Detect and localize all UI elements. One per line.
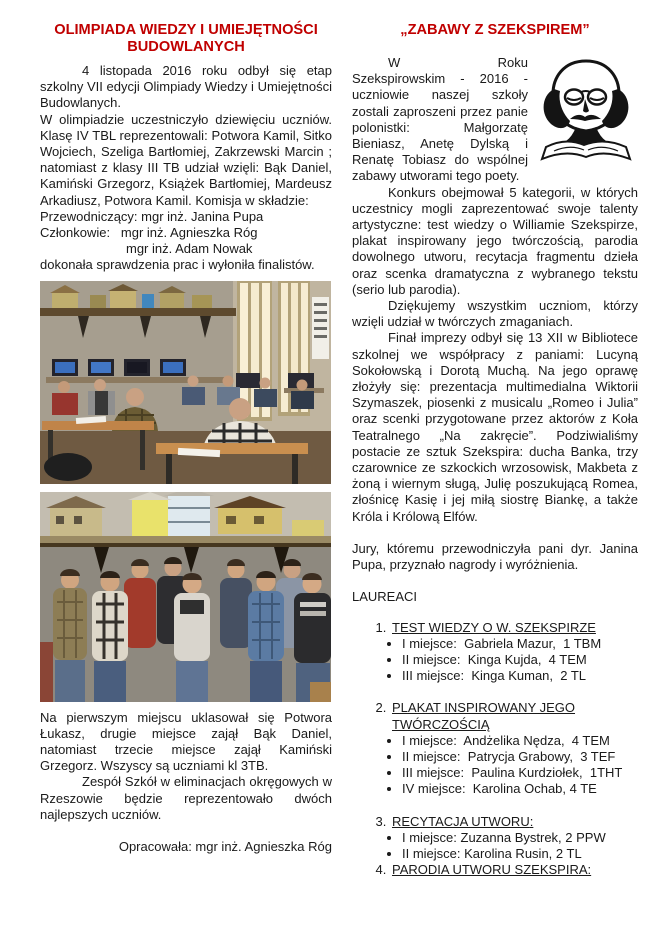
winner-item: • II miejsce: Patrycja Grabowy, 3 TEF bbox=[402, 749, 638, 765]
winner-item: • IV miejsce: Karolina Ochab, 4 TE bbox=[402, 781, 638, 797]
shakespeare-graphic bbox=[534, 55, 638, 169]
szekspir-paragraph-1: W Roku Szekspirowskim - 2016 - uczniowie naszej szkoły zostali zaproszeni przez panie polonistki: Małgorzatę Bieniasz, Anetę Dylską i Renatę Tobiasz do wspólnej zabawy utworami tego poety. bbox=[352, 55, 528, 184]
category-2-title: PLAKAT INSPIROWANY JEGO TWÓRCZOŚCIĄ bbox=[392, 700, 576, 732]
classroom-photo-graphic bbox=[40, 281, 331, 484]
laureate-category-1 bbox=[390, 620, 638, 685]
classroom-photo bbox=[40, 281, 332, 484]
committee-line-chair: Przewodniczący: mgr inż. Janina Pupa bbox=[40, 208, 264, 224]
szekspir-paragraph-2: Konkurs obejmował 5 kategorii, w których uczestnicy mogli zaprezentować swoje talenty artystyczne: test wiedzy o Williamie Szekspirze, plakat inspirowany jego twórczością, parodia dowolnego utworu, recytacja fragmentu dzieła oraz scenka dramatyczna z wybranego tekstu (serio lub parodia). bbox=[352, 184, 638, 297]
committee-line-member-1: Członkowie: mgr inż. Agnieszka Róg bbox=[40, 225, 258, 241]
right-column bbox=[352, 22, 638, 878]
szekspir-paragraph-3: Dziękujemy wszystkim uczniom, którzy wzięli udział w twórczych zmaganiach. bbox=[352, 298, 638, 330]
winner-item: • I miejsce: Zuzanna Bystrek, 2 PPW bbox=[402, 830, 638, 846]
category-4-title: PARODIA UTWORU SZEKSPIRA: bbox=[392, 862, 592, 878]
byline-left: Opracowała: mgr inż. Agnieszka Róg bbox=[118, 839, 332, 855]
winner-item: • II miejsce: Karolina Rusin, 2 TL bbox=[402, 846, 638, 862]
category-1-title: TEST WIEDZY O W. SZEKSPIRZE bbox=[392, 619, 596, 635]
shakespeare-clipart bbox=[534, 55, 638, 169]
article-title-olimpiada: OLIMPIADA WIEDZY I UMIEJĘTNOŚCI BUDOWLANYCH bbox=[54, 22, 318, 55]
laureates-list bbox=[352, 620, 638, 879]
category-3-winners bbox=[392, 830, 638, 862]
group-photo-graphic bbox=[40, 492, 331, 702]
committee-block bbox=[40, 209, 332, 274]
laureate-category-2 bbox=[390, 700, 638, 797]
laureates-heading: LAUREACI bbox=[352, 589, 418, 605]
olimpiada-paragraph-2: W olimpiadzie uczestniczyło dziewięciu uczniów. Klasę IV TBL reprezentowali: Potwora Kamil, Sitko Wojciech, Szeliga Bartłomiej, Zakrzewski Marcin ; natomiast z klasy III TB udział wzięli: Bąk Daniel, Kamiński Grzegorz, Książek Bartłomiej, Mardeusz Arkadiusz, Potwora Kamil. Komisja w składzie: bbox=[40, 111, 332, 208]
winner-item: • I miejsce: Gabriela Mazur, 1 TBM bbox=[402, 636, 638, 652]
szekspir-paragraph-4: Finał imprezy odbył się 13 XII w Bibliotece szkolnej we współpracy z paniami: Lucyną Sokołowską i Dorotą Muchą. Na jego oprawę złożyły się: prezentacja multimedialna Wiktorii Szymaszek, piosenki z musicalu „Romeo i Julia” oraz scenki przygotowane przez aktorów z Koła Teatralnego „Na zakręcie”. Podziwialiśmy postacie ze sztuk Szekspira: ducha Banka, trzy czarownice ze szkockich wrzosowisk, Makbeta z żoną i wiernym sługą, Julię poszukującą Romea, złośnicę Kasię i jej miłą siostrę Biankę, a także Króla i Królową Elfów. bbox=[352, 330, 638, 524]
committee-line-member-2: mgr inż. Adam Nowak bbox=[126, 241, 253, 257]
laureate-category-3 bbox=[390, 814, 638, 863]
jury-paragraph: Jury, któremu przewodniczyła pani dyr. Janina Pupa, przyznało nagrody i wyróżnienia. bbox=[352, 540, 638, 573]
article-title-szekspir: „ZABAWY Z SZEKSPIREM” bbox=[400, 22, 590, 38]
laureate-category-4 bbox=[390, 862, 638, 878]
category-1-winners bbox=[392, 636, 638, 685]
committee-line-result: dokonała sprawdzenia prac i wyłoniła finalistów. bbox=[40, 257, 315, 273]
regional-paragraph: Zespół Szkół w eliminacjach okręgowych w Rzeszowie będzie reprezentowało dwóch najlepszych uczniów. bbox=[40, 774, 332, 822]
winner-item: • II miejsce: Kinga Kujda, 4 TEM bbox=[402, 652, 638, 668]
winner-item: • III miejsce: Kinga Kuman, 2 TL bbox=[402, 668, 638, 684]
category-2-winners bbox=[392, 733, 638, 798]
group-photo bbox=[40, 492, 332, 702]
left-column bbox=[40, 22, 332, 855]
category-3-title: RECYTACJA UTWORU: bbox=[392, 813, 534, 829]
winner-item: • I miejsce: Andżelika Nędza, 4 TEM bbox=[402, 733, 638, 749]
olimpiada-paragraph-1: 4 listopada 2016 roku odbył się etap szkolny VII edycji Olimpiady Wiedzy i Umiejętności Budowlanych. bbox=[40, 63, 332, 111]
results-paragraph: Na pierwszym miejscu uklasował się Potwora Łukasz, drugie miejsce zajął Bąk Daniel, natomiast trzecie miejsce zajął Kamiński Grzegorz. Wszyscy są uczniami kl 3TB. bbox=[40, 709, 332, 774]
winner-item: • III miejsce: Paulina Kurdziołek, 1THT bbox=[402, 765, 638, 781]
